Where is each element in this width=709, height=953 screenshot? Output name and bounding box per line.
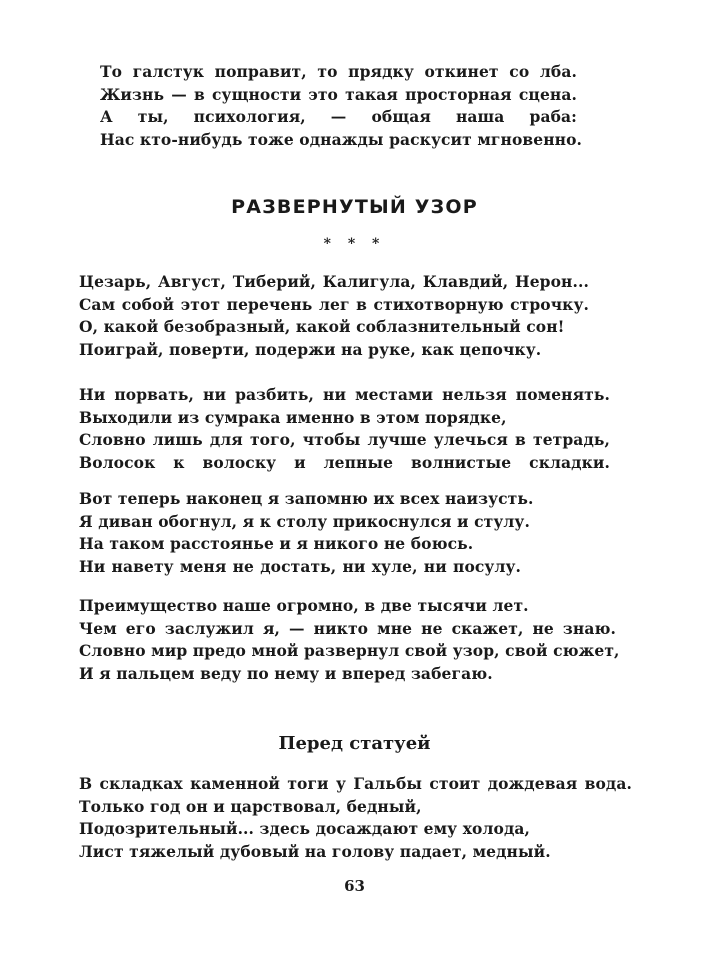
poem2-stanza-1	[79, 773, 632, 863]
verse-line: Жизнь — в сущности это такая просторная сцена.	[100, 84, 577, 104]
verse-line: А ты, психология, — общая наша раба:	[100, 107, 577, 126]
verse-line: Лист тяжелый дубовый на голову падает, медный.	[79, 841, 551, 861]
verse-line: То галстук поправит, то прядку откинет со лба.	[100, 62, 577, 81]
verse-line: Поиграй, поверти, подержи на руке, как цепочку.	[79, 339, 542, 359]
verse-line: И я пальцем веду по нему и вперед забегаю.	[79, 663, 493, 683]
verse-line: Волосок к волоску и лепные волнистые складки.	[79, 452, 610, 472]
verse-line: Я диван обогнул, я к столу прикоснулся и стулу.	[79, 511, 530, 531]
verse-line: Выходили из сумрака именно в этом порядке,	[79, 407, 507, 427]
page-number: 63	[344, 877, 365, 895]
verse-line: Цезарь, Август, Тиберий, Калигула, Клавдий, Нерон...	[79, 272, 589, 291]
poem-title-pered-statuey: Перед статуей	[278, 733, 431, 754]
poem1-stanza-2	[79, 384, 610, 474]
poem-title-razvernuty-uzor: РАЗВЕРНУТЫЙ УЗОР	[231, 196, 478, 218]
verse-line: На таком расстоянье и я никого не боюсь.	[79, 534, 474, 553]
verse-line: Чем его заслужил я, — никто мне не скажет, не знаю.	[79, 618, 616, 638]
poem1-stanza-1	[79, 271, 589, 361]
verse-line: Только год он и царствовал, бедный,	[79, 796, 422, 816]
verse-line: Преимущество наше огромно, в две тысячи лет.	[79, 596, 529, 615]
verse-line: О, какой безобразный, какой соблазнительный сон!	[79, 317, 565, 336]
verse-line: В складках каменной тоги у Гальбы стоит дождевая вода.	[79, 774, 632, 793]
verse-line: Подозрительный... здесь досаждают ему холода,	[79, 819, 531, 838]
verse-line: Ни порвать, ни разбить, ни местами нельзя поменять.	[79, 385, 610, 404]
verse-line: Словно лишь для того, чтобы лучше улечься в тетрадь,	[79, 430, 610, 449]
verse-line: Ни навету меня не достать, ни хуле, ни посулу.	[79, 556, 521, 576]
asterism-separator: * * *	[323, 236, 386, 252]
verse-line: Сам собой этот перечень лег в стихотворную строчку.	[79, 294, 589, 314]
verse-line: Словно мир предо мной развернул свой узор, свой сюжет,	[79, 641, 620, 660]
poem1-stanza-3	[79, 488, 534, 578]
verse-line: Нас кто-нибудь тоже однажды раскусит мгновенно.	[100, 129, 583, 149]
verse-line: Вот теперь наконец я запомню их всех наизусть.	[79, 489, 534, 508]
previous-poem-ending-stanza	[100, 61, 583, 151]
poem1-stanza-4	[79, 595, 620, 685]
